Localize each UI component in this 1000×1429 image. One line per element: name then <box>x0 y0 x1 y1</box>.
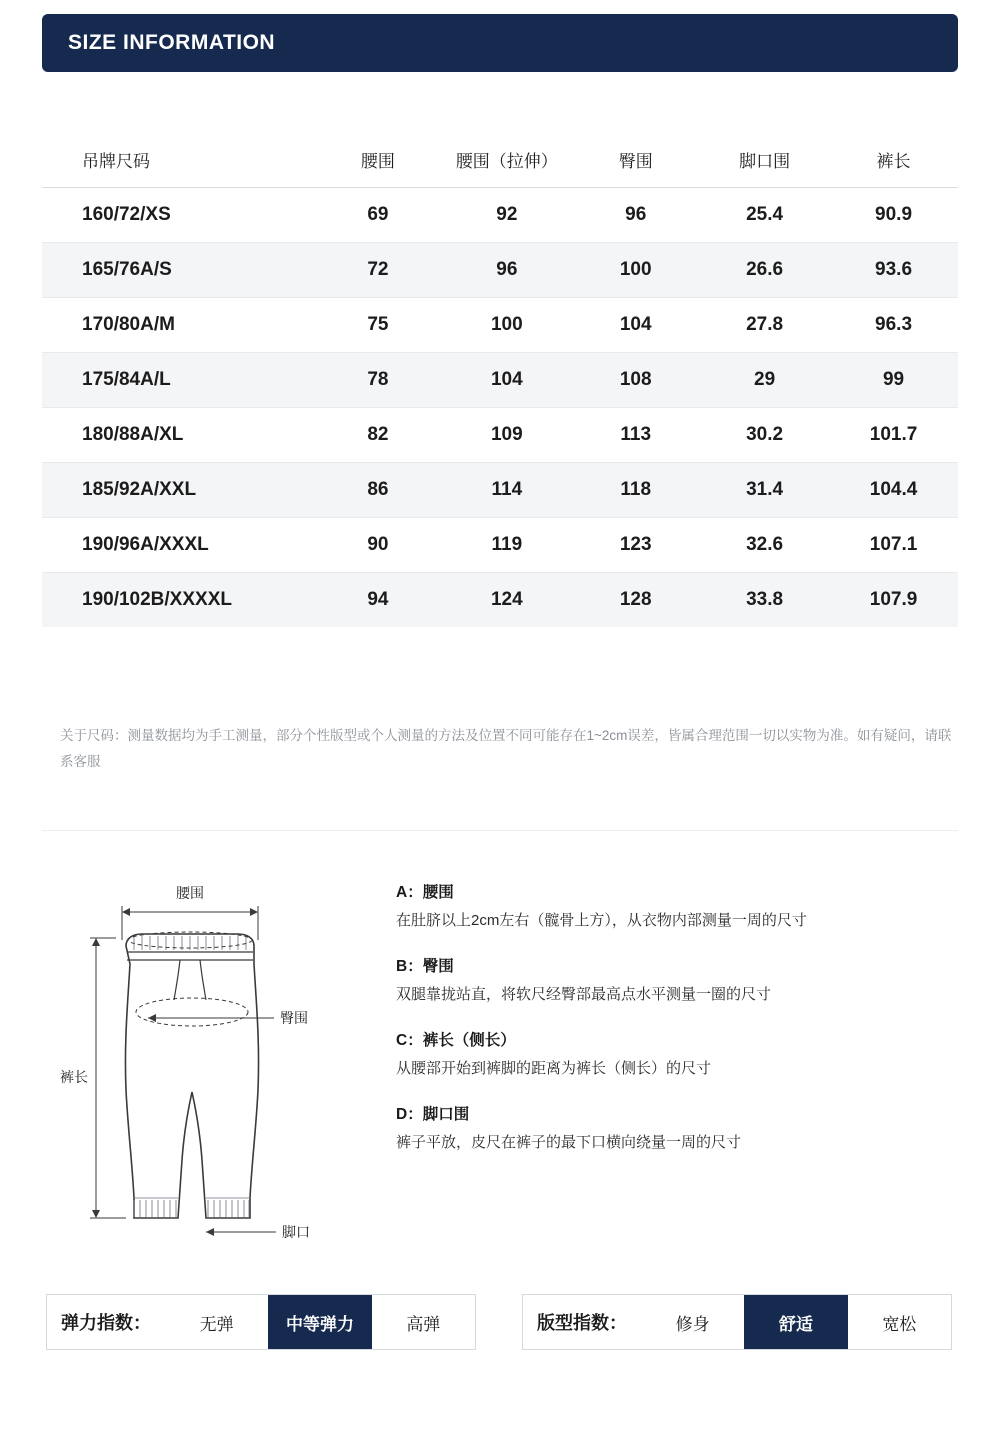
elasticity-option-high[interactable]: 高弹 <box>406 1314 441 1334</box>
cell-waist: 69 <box>313 188 442 243</box>
cell-tag-size: 190/96A/XXXL <box>42 518 313 573</box>
size-table-head <box>42 131 958 188</box>
size-disclaimer-note: 关于尺码：测量数据均为手工测量，部分个性版型或个人测量的方法及位置不同可能存在1~2cm误差，皆属合理范围一切以实物为准。如有疑问，请联系客服 <box>60 728 952 769</box>
cell-waist-stretched: 92 <box>442 188 571 243</box>
elasticity-index-label: 弹力指数： <box>61 1313 151 1333</box>
elasticity-option-none[interactable]: 无弹 <box>199 1314 234 1334</box>
fit-option-slim[interactable]: 修身 <box>675 1314 710 1334</box>
fit-option-loose[interactable]: 宽松 <box>882 1314 917 1334</box>
fit-options <box>641 1295 951 1349</box>
cell-length: 104.4 <box>829 463 958 518</box>
elasticity-option-medium[interactable]: 中等弹力 <box>268 1295 371 1349</box>
cell-waist: 82 <box>313 408 442 463</box>
cell-cuff: 33.8 <box>700 573 829 628</box>
table-header-row <box>42 131 958 188</box>
guide-text: 从腰部开始到裤脚的距离为裤长（侧长）的尺寸 <box>396 1060 712 1077</box>
cell-length: 107.9 <box>829 573 958 628</box>
column-header-tag-size: 吊牌尺码 <box>82 151 150 171</box>
column-header-length: 裤长 <box>876 151 911 171</box>
cell-tag-size: 180/88A/XL <box>42 408 313 463</box>
table-row <box>42 463 958 518</box>
elasticity-index <box>46 1294 476 1350</box>
guide-heading: B：臀围 <box>396 958 454 975</box>
page-banner <box>42 14 958 72</box>
cell-length: 99 <box>829 353 958 408</box>
cell-cuff: 30.2 <box>700 408 829 463</box>
table-row <box>42 573 958 628</box>
cell-length: 93.6 <box>829 243 958 298</box>
cell-hip: 113 <box>571 408 700 463</box>
cell-length: 90.9 <box>829 188 958 243</box>
diagram-label-length: 裤长 <box>60 1069 88 1085</box>
cell-tag-size: 170/80A/M <box>42 298 313 353</box>
diagram-label-waist: 腰围 <box>176 885 204 901</box>
table-row <box>42 298 958 353</box>
cell-hip: 104 <box>571 298 700 353</box>
cell-length: 101.7 <box>829 408 958 463</box>
page-title: SIZE INFORMATION <box>68 31 276 54</box>
cell-waist: 86 <box>313 463 442 518</box>
cell-waist-stretched: 104 <box>442 353 571 408</box>
cell-tag-size: 175/84A/L <box>42 353 313 408</box>
cell-cuff: 25.4 <box>700 188 829 243</box>
cell-length: 107.1 <box>829 518 958 573</box>
fit-index <box>522 1294 952 1350</box>
guide-text: 在肚脐以上2cm左右（髋骨上方），从衣物内部测量一周的尺寸 <box>396 912 807 929</box>
cell-waist-stretched: 109 <box>442 408 571 463</box>
cell-hip: 128 <box>571 573 700 628</box>
cell-cuff: 29 <box>700 353 829 408</box>
size-table <box>42 131 958 627</box>
diagram-label-hip: 臀围 <box>280 1010 308 1026</box>
cell-waist-stretched: 119 <box>442 518 571 573</box>
cell-cuff: 27.8 <box>700 298 829 353</box>
cell-hip: 118 <box>571 463 700 518</box>
table-row <box>42 408 958 463</box>
guide-item-length <box>396 1028 966 1080</box>
guide-heading: A：腰围 <box>396 884 454 901</box>
guide-item-waist <box>396 880 966 932</box>
table-row <box>42 518 958 573</box>
guide-item-hip <box>396 954 966 1006</box>
cell-tag-size: 165/76A/S <box>42 243 313 298</box>
cell-waist-stretched: 100 <box>442 298 571 353</box>
cell-tag-size: 160/72/XS <box>42 188 313 243</box>
table-row <box>42 188 958 243</box>
cell-tag-size: 185/92A/XXL <box>42 463 313 518</box>
cell-waist: 78 <box>313 353 442 408</box>
cell-cuff: 26.6 <box>700 243 829 298</box>
size-table-wrap <box>42 131 958 627</box>
cell-hip: 123 <box>571 518 700 573</box>
column-header-hip: 臀围 <box>618 151 653 171</box>
table-row <box>42 353 958 408</box>
cell-waist: 75 <box>313 298 442 353</box>
table-row <box>42 243 958 298</box>
cell-waist: 72 <box>313 243 442 298</box>
guide-heading: D：脚口围 <box>396 1106 470 1123</box>
fit-option-comfort[interactable]: 舒适 <box>744 1295 847 1349</box>
cell-tag-size: 190/102B/XXXXL <box>42 573 313 628</box>
fit-index-label: 版型指数： <box>537 1313 627 1333</box>
column-header-waist-stretched: 腰围（拉伸） <box>455 151 558 171</box>
diagram-label-cuff: 脚口 <box>282 1224 310 1240</box>
elasticity-options <box>165 1295 475 1349</box>
cell-waist: 94 <box>313 573 442 628</box>
cell-hip: 100 <box>571 243 700 298</box>
column-header-cuff: 脚口围 <box>739 151 791 171</box>
cell-length: 96.3 <box>829 298 958 353</box>
guide-item-cuff <box>396 1102 966 1154</box>
pants-measurement-diagram <box>30 860 390 1280</box>
measurement-guide <box>396 880 966 1176</box>
guide-heading: C：裤长（侧长） <box>396 1032 516 1049</box>
cell-waist-stretched: 124 <box>442 573 571 628</box>
size-table-body <box>42 188 958 628</box>
cell-waist: 90 <box>313 518 442 573</box>
cell-hip: 96 <box>571 188 700 243</box>
cell-cuff: 32.6 <box>700 518 829 573</box>
guide-text: 双腿靠拢站直，将软尺经臀部最高点水平测量一圈的尺寸 <box>396 986 772 1003</box>
cell-cuff: 31.4 <box>700 463 829 518</box>
column-header-waist: 腰围 <box>360 151 395 171</box>
section-divider <box>42 830 958 831</box>
cell-hip: 108 <box>571 353 700 408</box>
guide-text: 裤子平放，皮尺在裤子的最下口横向绕量一周的尺寸 <box>396 1134 742 1151</box>
cell-waist-stretched: 96 <box>442 243 571 298</box>
cell-waist-stretched: 114 <box>442 463 571 518</box>
